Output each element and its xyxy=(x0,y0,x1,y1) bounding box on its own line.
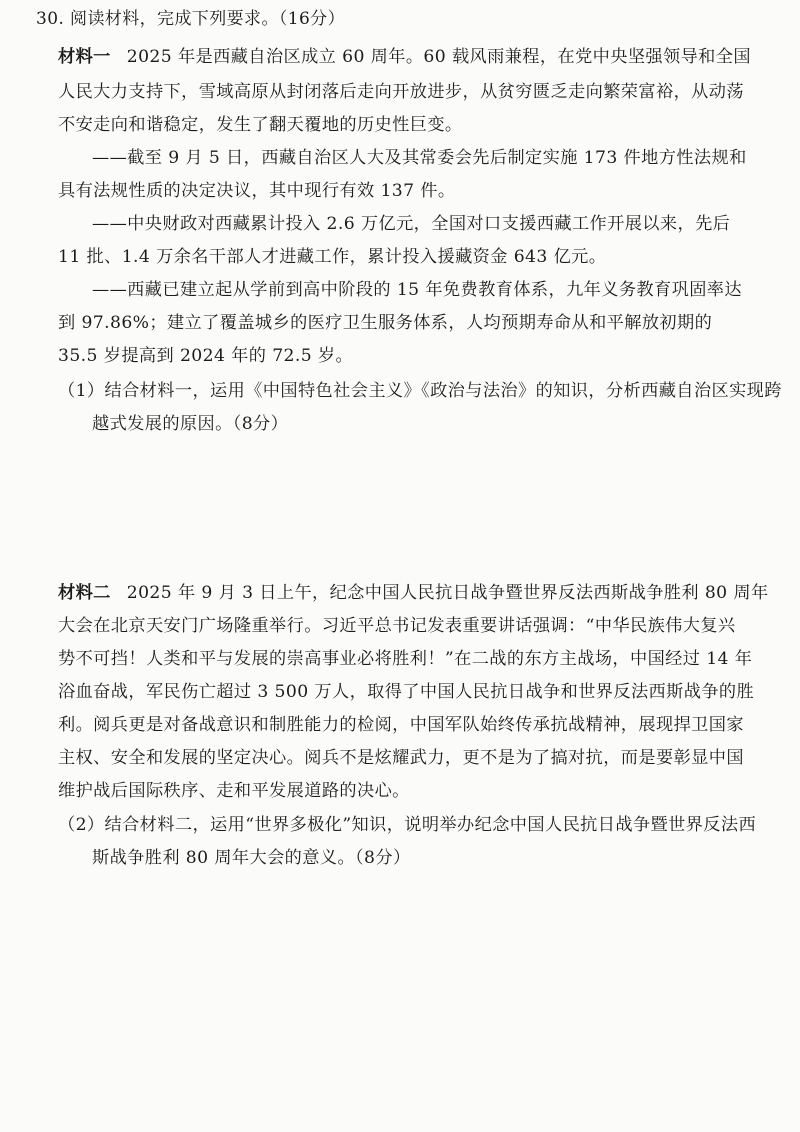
question-2-line-2: 斯战争胜利 80 周年大会的意义。（8分） xyxy=(92,848,411,868)
material-1-line-8: ——西藏已建立起从学前到高中阶段的 15 年免费教育体系，九年义务教育巩固率达 xyxy=(92,280,742,300)
material-2-line-1 xyxy=(58,582,769,604)
question-2-line-1: （2）结合材料二，运用“世界多极化”知识，说明举办纪念中国人民抗日战争暨世界反法西 xyxy=(58,815,757,835)
material-1-line-6: ——中央财政对西藏累计投入 2.6 万亿元，全国对口支援西藏工作开展以来，先后 xyxy=(92,214,731,234)
material-1-line-2: 人民大力支持下，雪域高原从封闭落后走向开放进步，从贫穷匮乏走向繁荣富裕，从动荡 xyxy=(58,82,744,102)
material-1-line-4: ——截至 9 月 5 日，西藏自治区人大及其常委会先后制定实施 173 件地方性法规和 xyxy=(92,148,747,168)
material-2-line-2: 大会在北京天安门广场隆重举行。习近平总书记发表重要讲话强调：“中华民族伟大复兴 xyxy=(58,616,736,636)
question-header: 30. 阅读材料，完成下列要求。（16分） xyxy=(36,9,345,29)
material-2-line-7: 维护战后国际秩序、走和平发展道路的决心。 xyxy=(58,781,410,801)
material-2-line-6: 主权、安全和发展的坚定决心。阅兵不是炫耀武力，更不是为了搞对抗，而是要彰显中国 xyxy=(58,748,744,768)
question-1-line-1: （1）结合材料一，运用《中国特色社会主义》《政治与法治》的知识，分析西藏自治区实现跨 xyxy=(58,381,782,401)
material-1-line-7: 11 批、1.4 万余名干部人才进藏工作，累计投入援藏资金 643 亿元。 xyxy=(58,247,607,267)
material-1-line-10: 35.5 岁提高到 2024 年的 72.5 岁。 xyxy=(58,346,354,366)
material-2-line-4: 浴血奋战，军民伤亡超过 3 500 万人，取得了中国人民抗日战争和世界反法西斯战争的胜 xyxy=(58,682,755,702)
material-2-line-5: 利。阅兵更是对备战意识和制胜能力的检阅，中国军队始终传承抗战精神，展现捍卫国家 xyxy=(58,715,744,735)
material-1-text: 2025 年是西藏自治区成立 60 周年。60 载风雨兼程，在党中央坚强领导和全国 xyxy=(126,47,751,67)
material-1-line-9: 到 97.86%；建立了覆盖城乡的医疗卫生服务体系，人均预期寿命从和平解放初期的 xyxy=(58,313,713,333)
material-2-line-3: 势不可挡！人类和平与发展的崇高事业必将胜利！”在二战的东方主战场，中国经过 14 年 xyxy=(58,649,753,669)
material-1-line-5: 具有法规性质的决定决议，其中现行有效 137 件。 xyxy=(58,181,456,201)
material-2-text: 2025 年 9 月 3 日上午，纪念中国人民抗日战争暨世界反法西斯战争胜利 80 周年 xyxy=(126,583,769,603)
material-1-label: 材料一 xyxy=(58,47,111,67)
material-1-line-1 xyxy=(58,46,751,68)
question-1-line-2: 越式发展的原因。（8分） xyxy=(92,414,289,434)
material-2-label: 材料二 xyxy=(58,583,111,603)
material-1-line-3: 不安走向和谐稳定，发生了翻天覆地的历史性巨变。 xyxy=(58,115,463,135)
